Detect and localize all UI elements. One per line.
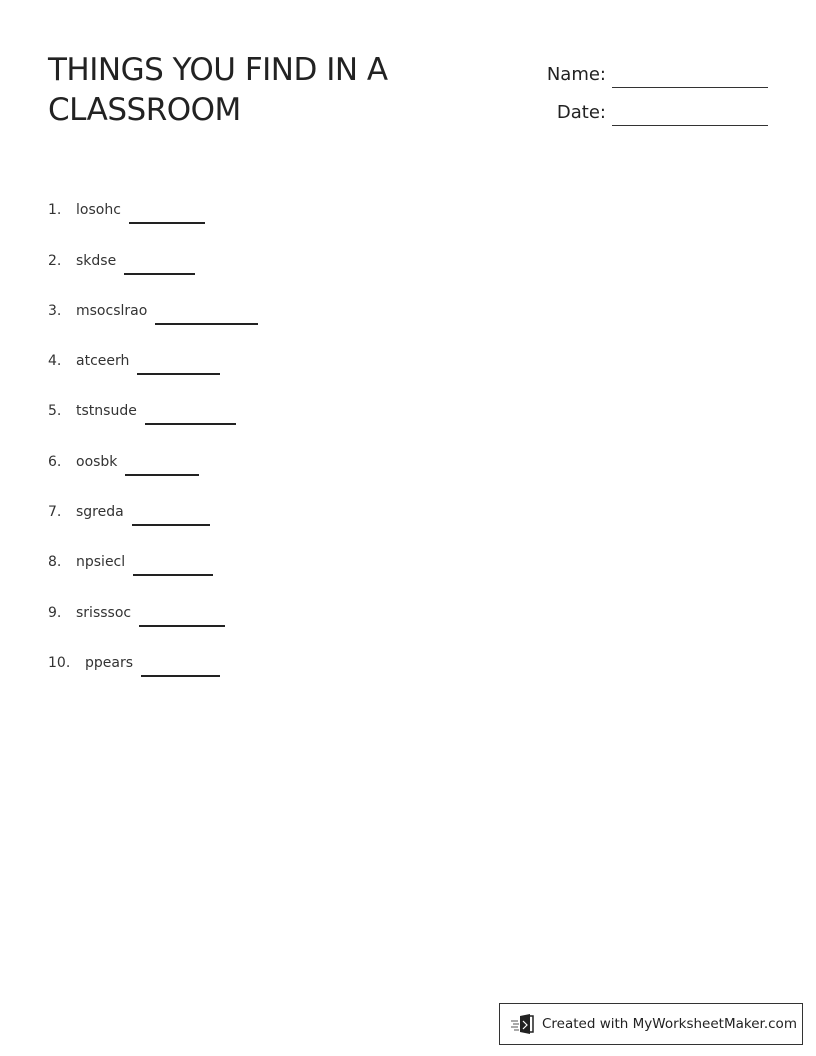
scrambled-word: losohc bbox=[76, 202, 121, 219]
name-label: Name: bbox=[546, 64, 606, 85]
list-item bbox=[48, 273, 258, 323]
scrambled-word: npsiecl bbox=[76, 554, 126, 571]
answer-line[interactable] bbox=[133, 554, 213, 576]
item-number: 2. bbox=[48, 252, 62, 269]
answer-line[interactable] bbox=[137, 353, 220, 375]
item-number: 5. bbox=[48, 403, 62, 420]
answer-line[interactable] bbox=[155, 303, 258, 325]
scrambled-word: msocslrao bbox=[76, 302, 148, 319]
item-number: 7. bbox=[48, 504, 62, 521]
answer-line[interactable] bbox=[124, 253, 195, 275]
answer-line[interactable] bbox=[129, 202, 205, 224]
list-item bbox=[48, 323, 258, 373]
answer-line[interactable] bbox=[125, 454, 199, 476]
answer-line[interactable] bbox=[145, 403, 236, 425]
list-item bbox=[48, 172, 258, 222]
word-scramble-list bbox=[48, 172, 258, 675]
answer-line[interactable] bbox=[132, 504, 210, 526]
item-number: 6. bbox=[48, 453, 62, 470]
item-number: 9. bbox=[48, 604, 62, 621]
item-number: 1. bbox=[48, 202, 62, 219]
worksheet-title: THINGS YOU FIND IN A CLASSROOM bbox=[48, 52, 388, 128]
name-field[interactable] bbox=[612, 61, 768, 88]
item-number: 4. bbox=[48, 353, 62, 370]
created-with-badge[interactable] bbox=[499, 1003, 803, 1045]
list-item bbox=[48, 625, 258, 675]
item-number: 8. bbox=[48, 554, 62, 571]
answer-line[interactable] bbox=[141, 655, 220, 677]
date-row bbox=[508, 88, 768, 126]
answer-line[interactable] bbox=[139, 605, 225, 627]
scrambled-word: tstnsude bbox=[76, 403, 137, 420]
list-item bbox=[48, 423, 258, 473]
list-item bbox=[48, 373, 258, 423]
scrambled-word: ppears bbox=[85, 654, 134, 671]
list-item bbox=[48, 524, 258, 574]
scrambled-word: atceerh bbox=[76, 353, 130, 370]
worksheet-logo-icon bbox=[510, 1013, 536, 1035]
item-number: 3. bbox=[48, 302, 62, 319]
name-row bbox=[508, 50, 768, 88]
student-info bbox=[508, 50, 768, 126]
list-item bbox=[48, 222, 258, 272]
date-field[interactable] bbox=[612, 99, 768, 126]
item-number: 10. bbox=[48, 654, 71, 671]
scrambled-word: srisssoc bbox=[76, 604, 132, 621]
scrambled-word: oosbk bbox=[76, 453, 118, 470]
date-label: Date: bbox=[556, 102, 606, 123]
list-item bbox=[48, 574, 258, 624]
list-item bbox=[48, 474, 258, 524]
footer-text: Created with MyWorksheetMaker.com bbox=[542, 1016, 797, 1032]
scrambled-word: sgreda bbox=[76, 504, 124, 521]
scrambled-word: skdse bbox=[76, 252, 117, 269]
